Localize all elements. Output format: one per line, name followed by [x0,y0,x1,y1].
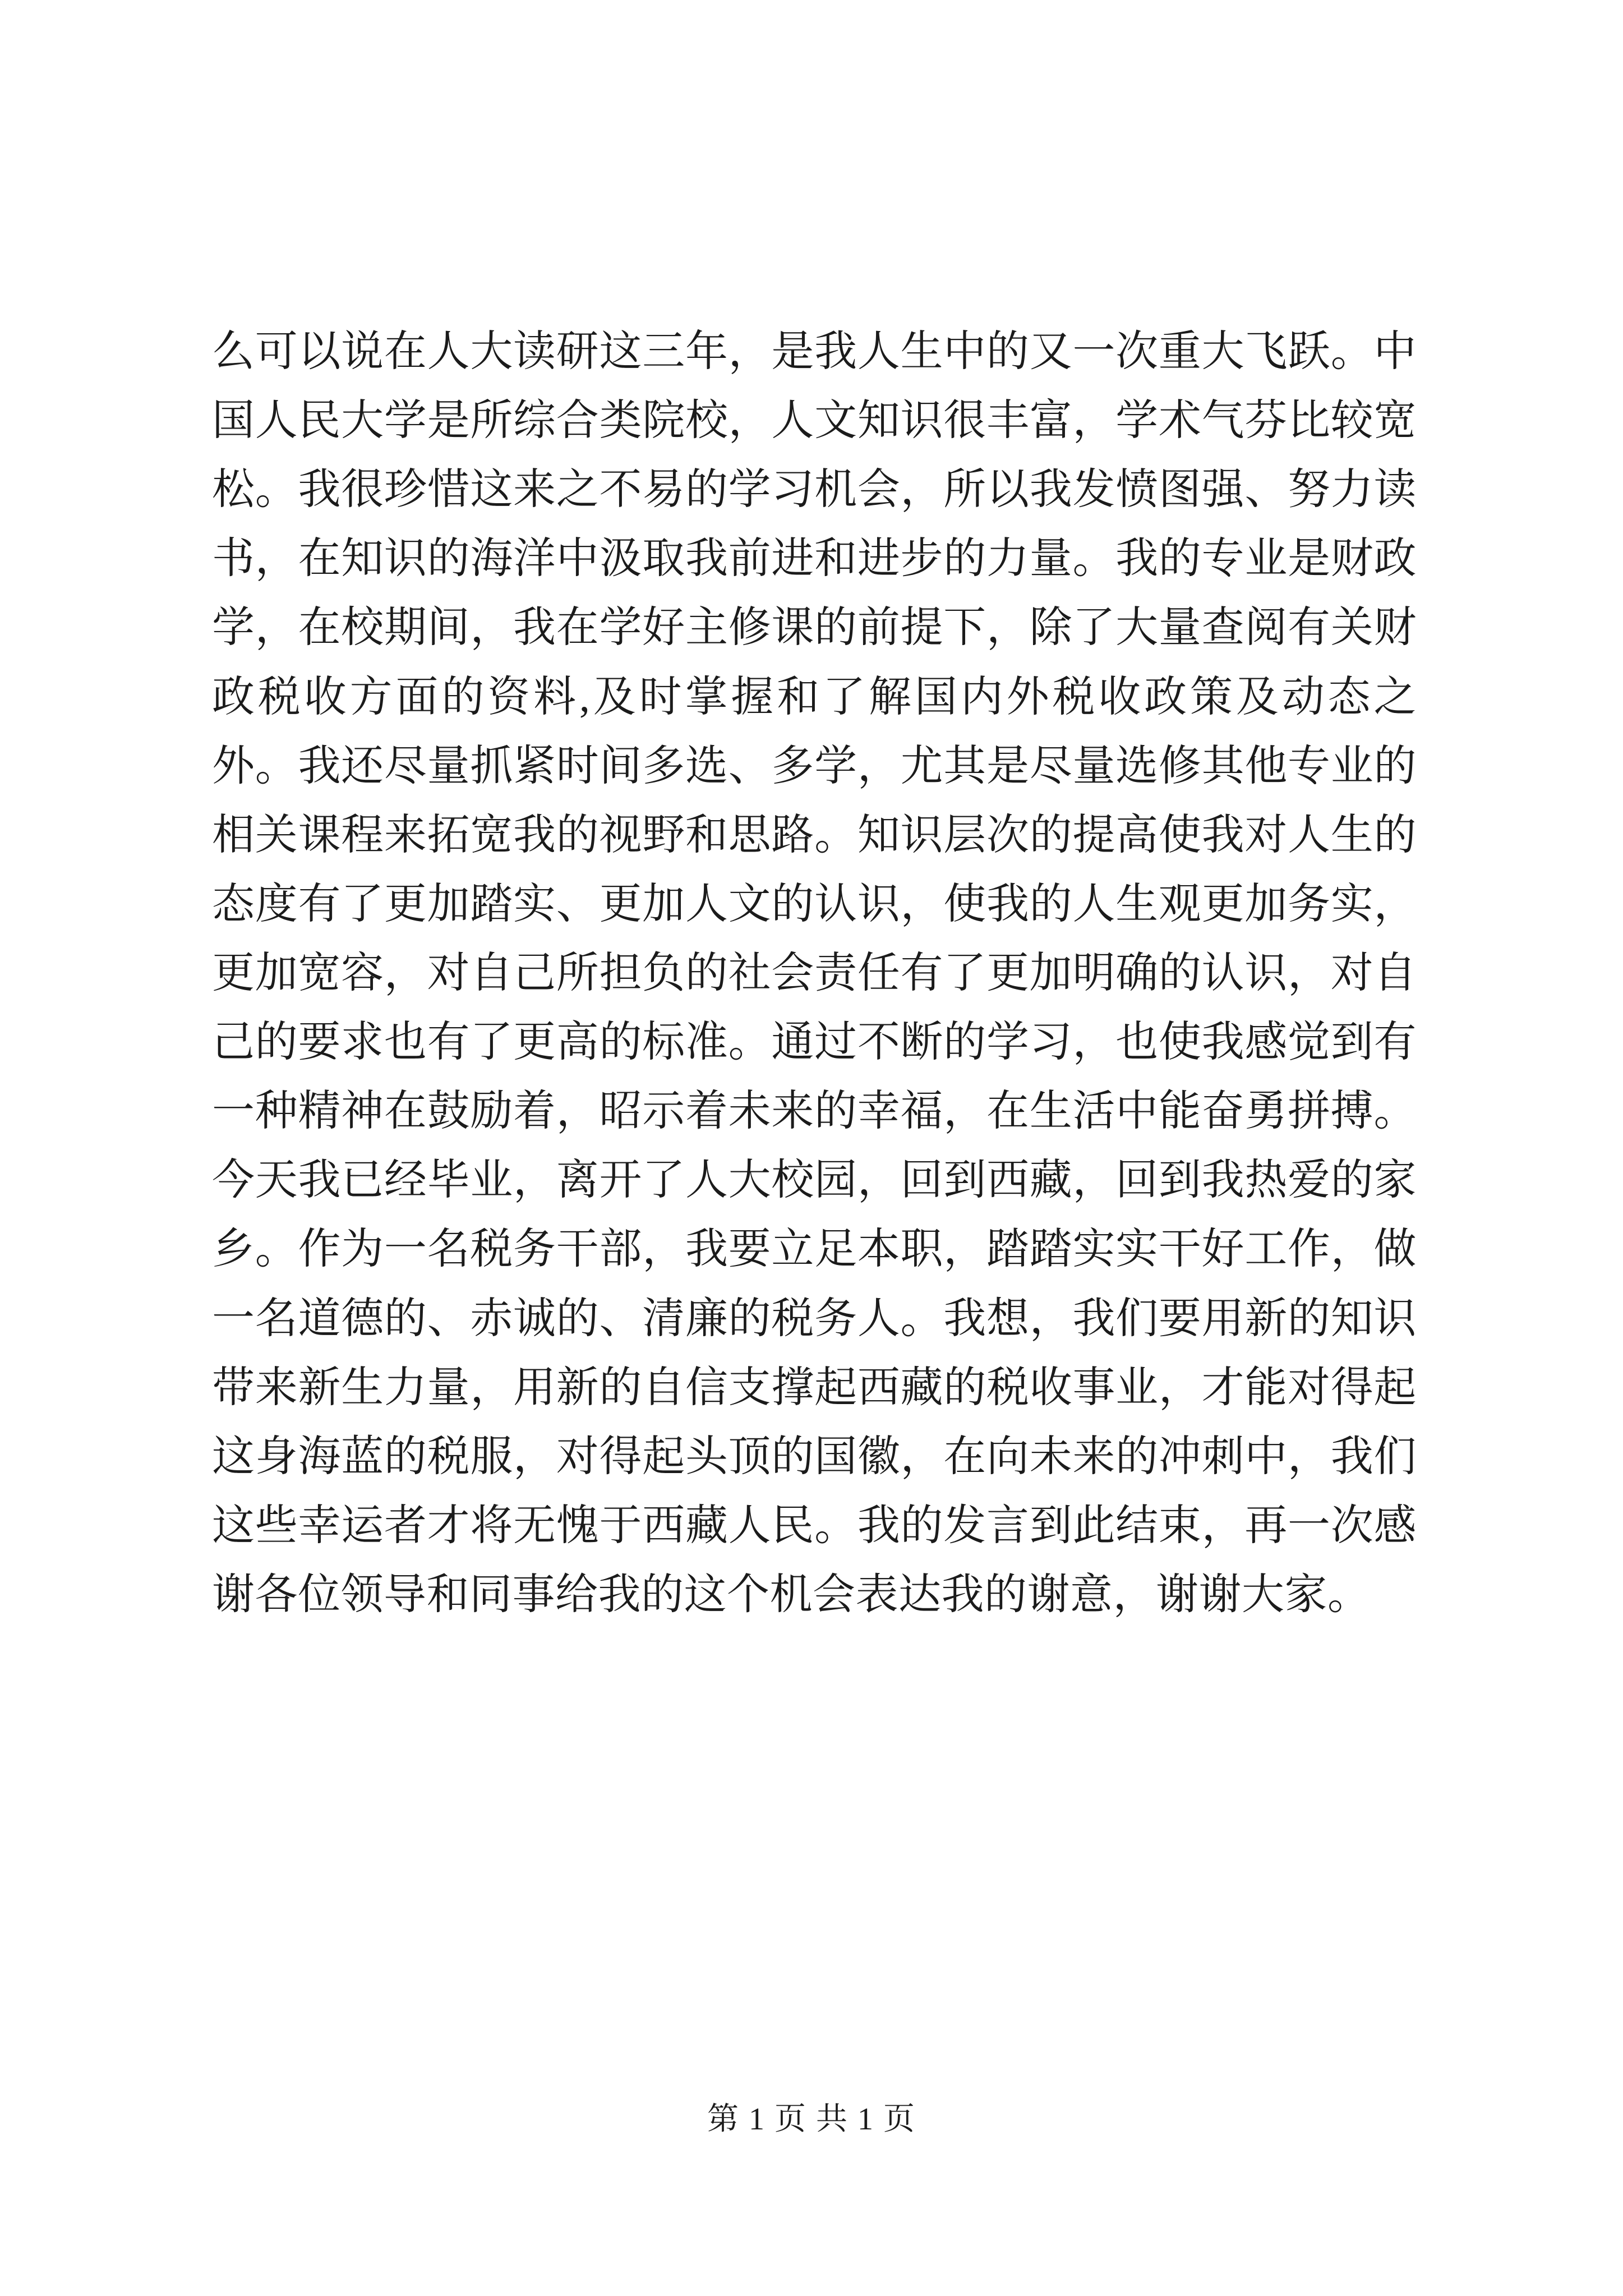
body-paragraph: 么可以说在人大读研这三年，是我人生中的又一次重大飞跃。中国人民大学是所综合类院校，人文知识很丰富，学术气芬比较宽松。我很珍惜这来之不易的学习机会，所以我发愤图强、努力读书，在知识的海洋中汲取我前进和进步的力量。我的专业是财政学，在校期间，我在学好主修课的前提下，除了大量查阅有关财政税收方面的资料,及时掌握和了解国内外税收政策及动态之外。我还尽量抓紧时间多选、多学，尤其是尽量选修其他专业的相关课程来拓宽我的视野和思路。知识层次的提高使我对人生的态度有了更加踏实、更加人文的认识，使我的人生观更加务实，更加宽容，对自己所担负的社会责任有了更加明确的认识，对自己的要求也有了更高的标准。通过不断的学习，也使我感觉到有一种精神在鼓励着，昭示着未来的幸福，在生活中能奋勇拼搏。今天我已经毕业，离开了人大校园，回到西藏，回到我热爱的家乡。作为一名税务干部，我要立足本职，踏踏实实干好工作，做一名道德的、赤诚的、清廉的税务人。我想，我们要用新的知识带来新生力量，用新的自信支撑起西藏的税收事业，才能对得起这身海蓝的税服，对得起头顶的国徽，在向未来的冲刺中，我们这些幸运者才将无愧于西藏人民。我的发言到此结束，再一次感谢各位领导和同事给我的这个机会表达我的谢意，谢谢大家。 [212,328,1417,1618]
page-number: 第 1 页 共 1 页 [707,2102,916,2137]
document-body [212,275,1417,1672]
page-footer [0,2101,1623,2138]
